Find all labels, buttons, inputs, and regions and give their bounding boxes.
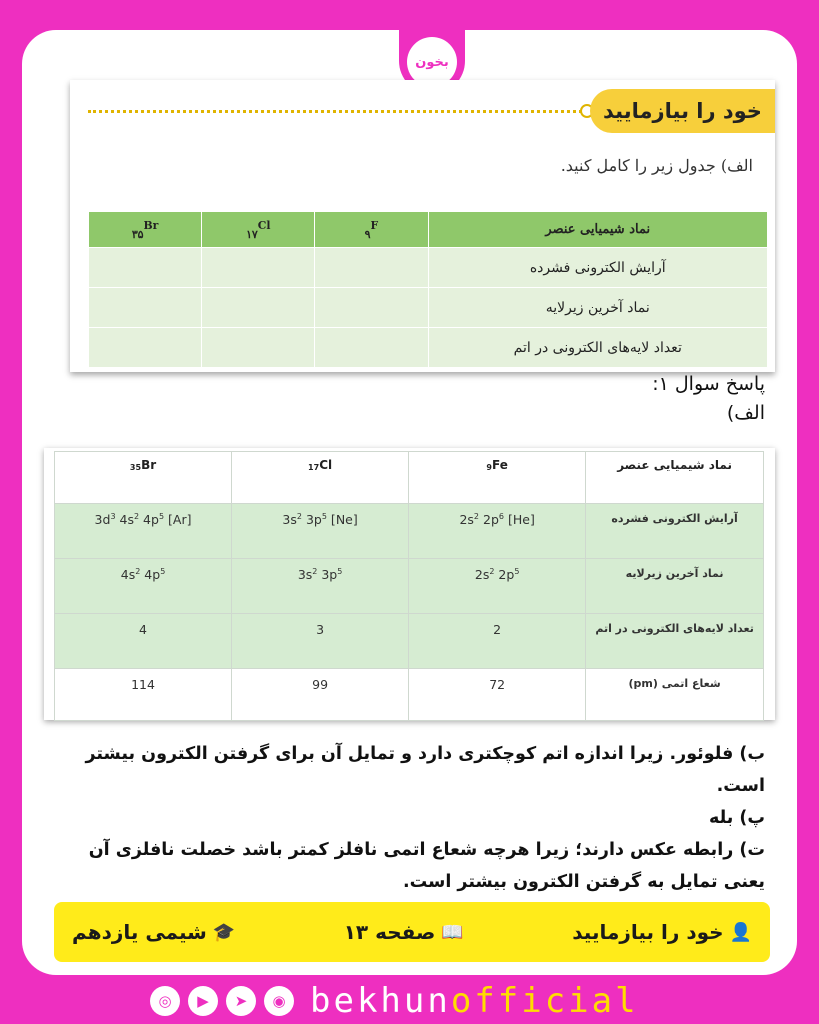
film-icon[interactable]: ◎	[150, 986, 180, 1016]
answer-header-label: نماد شیمیایی عنصر	[586, 452, 764, 504]
config-br: [Ar] $3d^3$ $4s^2$ $4p^5$	[55, 504, 232, 559]
book-icon: 📖	[441, 921, 464, 943]
section-title: خود را بیازمایید	[590, 89, 775, 133]
table-row	[55, 559, 764, 614]
logo-badge: بخون	[407, 37, 457, 87]
dotted-rule	[88, 110, 588, 113]
layers-br: 4	[55, 614, 232, 669]
config-f: [He] $2s^2$ $2p^6$	[409, 504, 586, 559]
exercise-table	[88, 211, 768, 368]
answer-b: ب) فلوئور. زیرا اندازه اتم کوچکتری دارد و تمایل آن برای گرفتن الکترون بیشتر است.	[85, 744, 765, 796]
answer-part: الف)	[726, 401, 765, 424]
empty-cell	[315, 288, 428, 328]
header-label: نماد شیمیایی عنصر	[428, 212, 768, 248]
answer-heading	[652, 370, 765, 427]
instruction-text: الف) جدول زیر را کامل کنید.	[560, 156, 753, 175]
brand-name: bekhunofficial	[310, 981, 639, 1021]
answer-table	[54, 451, 764, 721]
radius-cl: 99	[232, 669, 409, 721]
subshell-br: $4s^2$ $4p^5$	[55, 559, 232, 614]
answer-table-box	[44, 448, 775, 720]
footer-subject	[72, 920, 235, 944]
empty-cell	[89, 288, 202, 328]
user-icon: 👤	[729, 921, 752, 943]
config-cl: [Ne] $3s^2$ $3p^5$	[232, 504, 409, 559]
layers-cl: 3	[232, 614, 409, 669]
row-label: شعاع اتمی (pm)	[586, 669, 764, 721]
radius-f: 72	[409, 669, 586, 721]
row-label: آرایش الکترونی فشرده	[428, 248, 768, 288]
empty-cell	[89, 248, 202, 288]
header-f: $_۹^F$	[315, 212, 428, 248]
radius-br: 114	[55, 669, 232, 721]
footer-subject-label: شیمی یازدهم	[72, 920, 207, 944]
footer-page	[344, 920, 464, 944]
graduation-icon: 🎓	[212, 921, 236, 943]
header-br: $_{۳۵}^{Br}$	[89, 212, 202, 248]
table-row	[89, 328, 768, 368]
row-label: تعداد لایه‌های الکترونی در اتم	[428, 328, 768, 368]
social-bar	[150, 982, 639, 1020]
row-label: نماد آخرین زیرلایه	[428, 288, 768, 328]
explanation-text	[45, 738, 765, 898]
telegram-icon[interactable]: ➤	[226, 986, 256, 1016]
header-cl: $_{۱۷}^{Cl}$	[202, 212, 315, 248]
footer-section-label: خود را بیازمایید	[572, 920, 724, 944]
empty-cell	[315, 328, 428, 368]
answer-title: پاسخ سوال ۱:	[652, 373, 765, 395]
empty-cell	[202, 328, 315, 368]
textbook-excerpt	[70, 80, 775, 372]
row-label: آرایش الکترونی فشرده	[586, 504, 764, 559]
table-row	[89, 248, 768, 288]
row-label: تعداد لایه‌های الکترونی در اتم	[586, 614, 764, 669]
footer-page-label: صفحه ۱۳	[343, 920, 436, 944]
subshell-cl: $3s^2$ $3p^5$	[232, 559, 409, 614]
table-row	[55, 614, 764, 669]
youtube-icon[interactable]: ▶	[188, 986, 218, 1016]
empty-cell	[315, 248, 428, 288]
content-card	[22, 30, 797, 975]
table-row	[89, 288, 768, 328]
empty-cell	[89, 328, 202, 368]
answer-header-cl: 17Cl	[232, 452, 409, 504]
instagram-icon[interactable]: ◉	[264, 986, 294, 1016]
answer-header-fe: 9Fe	[409, 452, 586, 504]
row-label: نماد آخرین زیرلایه	[586, 559, 764, 614]
table-row	[55, 504, 764, 559]
layers-f: 2	[409, 614, 586, 669]
subshell-f: $2s^2$ $2p^5$	[409, 559, 586, 614]
table-row	[55, 669, 764, 721]
empty-cell	[202, 288, 315, 328]
answer-p: پ) بله	[708, 808, 765, 828]
empty-cell	[202, 248, 315, 288]
answer-t: ت) رابطه عکس دارند؛ زیرا هرچه شعاع اتمی نافلز کمتر باشد خصلت نافلزی آن یعنی تمایل به گرفتن الکترون بیشتر است.	[88, 840, 765, 892]
footer-section	[572, 920, 752, 944]
answer-header-br: 35Br	[55, 452, 232, 504]
footer-bar	[54, 902, 770, 962]
